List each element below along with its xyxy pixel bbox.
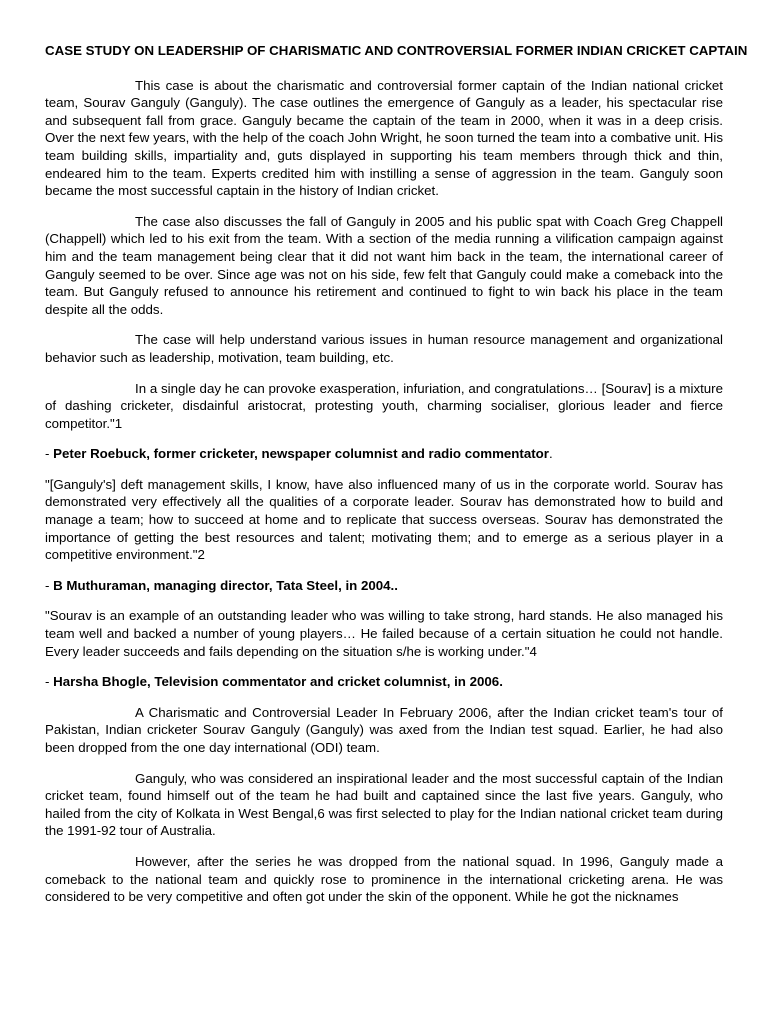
paragraph-axed: A Charismatic and Controversial Leader In February 2006, after the Indian cricket team's tour of Pakistan, Indian cricketer Sourav Ganguly (Ganguly) was axed from the Indian test squad. Earlier, he had also been dropped from the one day international (ODI) team.	[45, 704, 723, 755]
document-title: CASE STUDY ON LEADERSHIP OF CHARISMATIC AND CONTROVERSIAL FORMER INDIAN CRICKET CAPTAIN	[45, 43, 748, 58]
attribution-dash: -	[45, 674, 54, 690]
paragraph-issues: The case will help understand various issues in human resource management and organizational behavior such as leadership, motivation, team building, etc.	[45, 332, 723, 365]
attribution-roebuck	[45, 445, 723, 463]
quote-bhogle: "Sourav is an example of an outstanding leader who was willing to take strong, hard stands. He also managed his team well and backed a number of young players… He failed because of a certain situation he could not handle. Every leader succeeds and fails depending on the situation s/he is working under."4	[45, 608, 723, 659]
attribution-name: Harsha Bhogle, Television commentator and cricket columnist, in 2006.	[53, 674, 503, 690]
attribution-bhogle	[45, 673, 723, 691]
attribution-name: Peter Roebuck, former cricketer, newspaper columnist and radio commentator	[53, 446, 549, 462]
paragraph-comeback: However, after the series he was dropped from the national squad. In 1996, Ganguly made a comeback to the national team and quickly rose to prominence in the international cricketing arena. He was considered to be very competitive and often got under the skin of the opponent. While he got the nicknames	[45, 853, 723, 905]
document-page	[45, 42, 748, 919]
paragraph-inspirational: Ganguly, who was considered an inspirational leader and the most successful captain of the Indian cricket team, found himself out of the team he had built and captained since the last five years. Ganguly, who hailed from the city of Kolkata in West Bengal,6 was first selected to play for the Indian national cricket team during the 1991-92 tour of Australia.	[45, 770, 723, 839]
attribution-tail: .	[548, 446, 553, 462]
quote-muthuraman: "[Ganguly's] deft management skills, I know, have also influenced many of us in the corporate world. Sourav has demonstrated very effectively all the qualities of a corporate leader. Sourav has demonstrated how to build and manage a team; how to succeed at home and to replicate that success overseas. Sourav has demonstrated the importance of getting the best resources and talent; motivating them; and to emerge as a serious player in a competitive environment."2	[45, 476, 723, 563]
attribution-name: B Muthuraman, managing director, Tata Steel, in 2004..	[53, 577, 398, 593]
attribution-dash: -	[45, 577, 54, 593]
paragraph-intro: This case is about the charismatic and controversial former captain of the Indian national cricket team, Sourav Ganguly (Ganguly). The case outlines the emergence of Ganguly as a leader, his spectacular rise and subsequent fall from grace. Ganguly became the captain of the team in 2000, when it was in a deep crisis. Over the next few years, with the help of the coach John Wright, he soon turned the team into a combative unit. His team building skills, impartiality and, guts displayed in supporting his team members through thick and thin, endeared him to the team. Experts credited him with instilling a sense of aggression in the team. Ganguly soon became the most successful captain in the history of Indian cricket.	[45, 77, 723, 199]
quote-roebuck: In a single day he can provoke exasperation, infuriation, and congratulations… [Sourav] is a mixture of dashing cricketer, disdainful aristocrat, protesting youth, charming socialiser, glorious leader and fierce competitor."1	[45, 380, 723, 431]
attribution-dash: -	[45, 446, 54, 462]
attribution-muthuraman	[45, 577, 723, 595]
paragraph-fall: The case also discusses the fall of Ganguly in 2005 and his public spat with Coach Greg Chappell (Chappell) which led to his exit from the team. With a section of the media running a vilification campaign against him and the team management being clear that it did not want him back in the team, the international career of Ganguly seemed to be over. Since age was not on his side, few felt that Ganguly could make a comeback into the team. But Ganguly refused to announce his retirement and continued to fight to win back his place in the team despite all the odds.	[45, 213, 723, 317]
